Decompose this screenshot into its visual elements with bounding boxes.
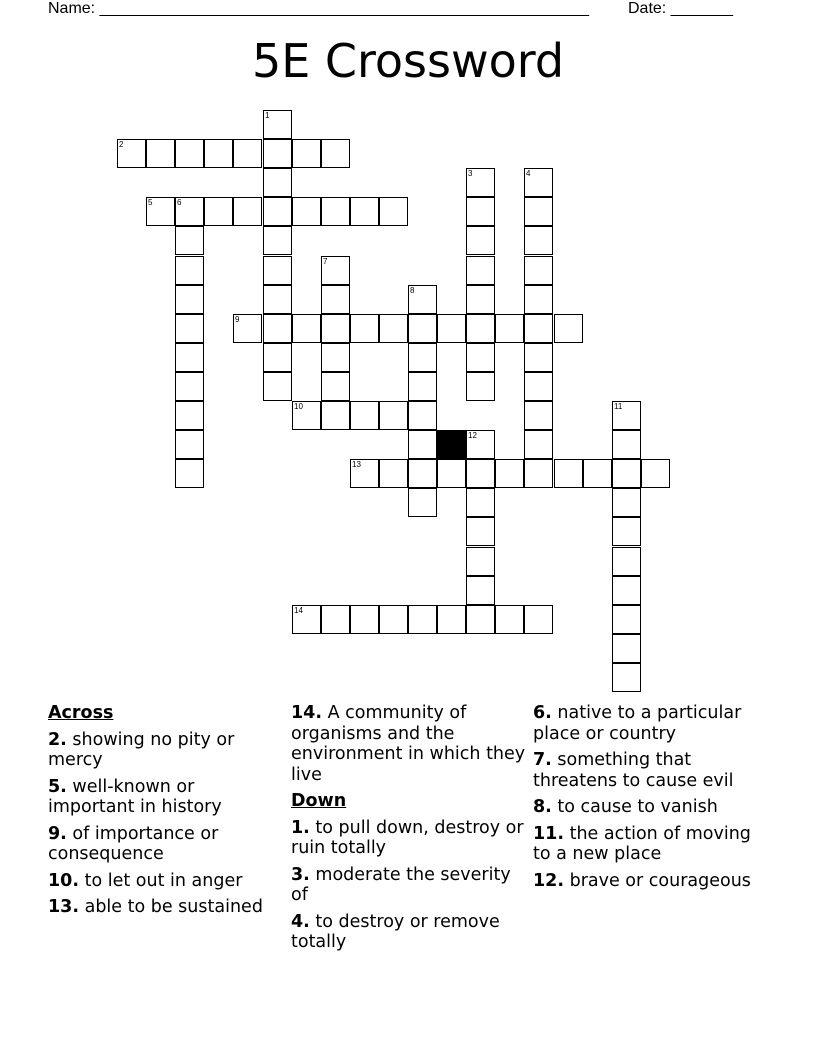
clue-text: the action of moving to a new place [533, 823, 751, 864]
name-field[interactable]: Name: _______________________________________________________ [48, 0, 589, 17]
grid-cell[interactable] [466, 285, 495, 314]
grid-cell[interactable] [554, 314, 583, 343]
grid-cell[interactable] [466, 197, 495, 226]
down-heading: Down [291, 791, 347, 811]
grid-cell[interactable] [175, 314, 204, 343]
clue-text: A community of organisms and the environment in which they live [291, 703, 526, 785]
clue-number: 3. [291, 864, 310, 885]
grid-cell[interactable] [379, 314, 408, 343]
grid-cell[interactable] [292, 139, 321, 168]
grid-cell[interactable] [466, 372, 495, 401]
grid-cell[interactable] [321, 401, 350, 430]
grid-cell[interactable] [612, 430, 641, 459]
clue-across-14 [291, 703, 526, 785]
grid-cell[interactable] [466, 576, 495, 605]
clue-text: well-known or important in history [48, 776, 222, 817]
cell-number: 7 [323, 257, 328, 266]
clue-column-3 [533, 703, 773, 897]
clue-column-1 [48, 703, 278, 924]
clue-number: 13. [48, 897, 80, 917]
grid-cell[interactable] [583, 459, 612, 488]
grid-cell[interactable] [292, 197, 321, 226]
clue-down-7 [533, 750, 773, 791]
clue-across-5 [48, 777, 278, 818]
clue-across-9 [48, 824, 278, 865]
clue-text: to let out in anger [84, 870, 243, 891]
grid-cell[interactable] [408, 430, 437, 459]
clue-number: 14. [291, 703, 323, 723]
cell-number: 10 [294, 402, 303, 411]
grid-cell[interactable] [292, 314, 321, 343]
grid-cell[interactable] [175, 343, 204, 372]
clue-down-3 [291, 865, 526, 906]
cell-number: 4 [526, 169, 531, 178]
grid-cell[interactable] [612, 634, 641, 663]
grid-cell[interactable] [437, 605, 466, 634]
clue-number: 5. [48, 776, 67, 797]
grid-cell[interactable] [612, 488, 641, 517]
grid-cell[interactable] [175, 401, 204, 430]
grid-cell[interactable] [146, 139, 175, 168]
clue-text: showing no pity or mercy [48, 729, 235, 770]
clue-down-6 [533, 703, 773, 744]
grid-cell[interactable] [524, 459, 553, 488]
grid-cell[interactable] [321, 197, 350, 226]
clue-number: 1. [291, 817, 310, 838]
clue-down-1 [291, 818, 526, 859]
clue-across-10 [48, 871, 278, 892]
cell-number: 8 [410, 286, 415, 295]
clue-text: of importance or consequence [48, 823, 219, 864]
grid-cell[interactable] [408, 605, 437, 634]
grid-cell[interactable] [263, 197, 292, 226]
grid-cell[interactable] [495, 459, 524, 488]
grid-cell[interactable] [466, 605, 495, 634]
grid-cell[interactable] [350, 197, 379, 226]
grid-cell[interactable] [495, 605, 524, 634]
clue-down-4 [291, 912, 526, 953]
grid-cell[interactable] [408, 401, 437, 430]
grid-cell[interactable] [379, 401, 408, 430]
date-field[interactable]: Date: _______ [628, 0, 733, 17]
grid-cell[interactable] [263, 226, 292, 255]
grid-cell[interactable] [321, 139, 350, 168]
grid-cell[interactable] [408, 372, 437, 401]
cell-number: 1 [265, 111, 270, 120]
clue-text: to pull down, destroy or ruin totally [291, 817, 524, 858]
grid-cell[interactable] [408, 314, 437, 343]
clue-text: native to a particular place or country [533, 703, 742, 744]
clue-column-2 [291, 703, 526, 959]
page-title: 5E Crossword [251, 34, 565, 88]
grid-cell[interactable] [466, 517, 495, 546]
clue-across-13 [48, 897, 278, 918]
clue-number: 12. [533, 870, 565, 891]
grid-cell[interactable] [524, 197, 553, 226]
cell-number: 12 [468, 431, 477, 440]
grid-cell[interactable] [263, 343, 292, 372]
clue-text: something that threatens to cause evil [533, 750, 734, 791]
grid-cell[interactable] [175, 256, 204, 285]
grid-cell[interactable] [175, 285, 204, 314]
grid-cell[interactable] [408, 343, 437, 372]
grid-cell[interactable] [641, 459, 670, 488]
cell-number: 14 [294, 606, 303, 615]
black-square [437, 430, 466, 459]
grid-cell[interactable] [350, 401, 379, 430]
clue-across-2 [48, 730, 278, 771]
clue-number: 4. [291, 911, 310, 932]
clue-text: to destroy or remove totally [291, 911, 500, 952]
grid-cell[interactable] [263, 372, 292, 401]
grid-cell[interactable] [495, 314, 524, 343]
grid-cell[interactable] [175, 226, 204, 255]
grid-cell[interactable] [175, 430, 204, 459]
grid-cell[interactable] [233, 197, 262, 226]
grid-cell[interactable] [350, 605, 379, 634]
cell-number: 3 [468, 169, 473, 178]
grid-cell[interactable] [263, 314, 292, 343]
grid-cell[interactable] [321, 372, 350, 401]
grid-cell[interactable] [466, 547, 495, 576]
cell-number: 9 [235, 315, 240, 324]
grid-cell[interactable] [524, 401, 553, 430]
grid-cell[interactable] [466, 459, 495, 488]
grid-cell[interactable] [524, 314, 553, 343]
cell-number: 5 [148, 198, 153, 207]
grid-cell[interactable] [524, 430, 553, 459]
grid-cell[interactable] [321, 314, 350, 343]
grid-cell[interactable] [466, 488, 495, 517]
grid-cell[interactable] [263, 168, 292, 197]
grid-cell[interactable] [175, 372, 204, 401]
grid-cell[interactable] [175, 139, 204, 168]
grid-cell[interactable] [204, 139, 233, 168]
grid-cell[interactable] [263, 139, 292, 168]
clue-text: moderate the severity of [291, 864, 511, 905]
grid-cell[interactable] [437, 459, 466, 488]
grid-cell[interactable] [612, 663, 641, 692]
cell-number: 2 [119, 140, 124, 149]
clue-text: to cause to vanish [557, 797, 718, 817]
grid-cell[interactable] [524, 343, 553, 372]
grid-cell[interactable] [350, 314, 379, 343]
grid-cell[interactable] [524, 605, 553, 634]
grid-cell[interactable] [175, 459, 204, 488]
grid-cell[interactable] [233, 139, 262, 168]
grid-cell[interactable] [524, 226, 553, 255]
grid-cell[interactable] [612, 576, 641, 605]
grid-cell[interactable] [204, 197, 233, 226]
grid-cell[interactable] [466, 314, 495, 343]
grid-cell[interactable] [524, 256, 553, 285]
clue-number: 9. [48, 823, 67, 844]
clue-number: 2. [48, 729, 67, 750]
across-heading: Across [48, 703, 114, 723]
clue-number: 11. [533, 823, 565, 844]
grid-cell[interactable] [408, 488, 437, 517]
grid-cell[interactable] [408, 459, 437, 488]
grid-cell[interactable] [321, 343, 350, 372]
clue-number: 8. [533, 797, 552, 817]
grid-cell[interactable] [379, 459, 408, 488]
grid-cell[interactable] [263, 256, 292, 285]
clue-number: 7. [533, 750, 552, 770]
grid-cell[interactable] [612, 547, 641, 576]
grid-cell[interactable] [554, 459, 583, 488]
grid-cell[interactable] [612, 459, 641, 488]
grid-cell[interactable] [524, 372, 553, 401]
grid-cell[interactable] [321, 285, 350, 314]
cell-number: 6 [177, 198, 182, 207]
grid-cell[interactable] [466, 226, 495, 255]
grid-cell[interactable] [612, 517, 641, 546]
clue-text: able to be sustained [84, 897, 263, 917]
clue-text: brave or courageous [569, 870, 751, 891]
clue-number: 6. [533, 703, 552, 723]
grid-cell[interactable] [466, 256, 495, 285]
grid-cell[interactable] [263, 285, 292, 314]
grid-cell[interactable] [524, 285, 553, 314]
grid-cell[interactable] [612, 605, 641, 634]
grid-cell[interactable] [379, 197, 408, 226]
cell-number: 11 [614, 402, 623, 411]
grid-cell[interactable] [466, 343, 495, 372]
clue-down-12 [533, 871, 773, 892]
grid-cell[interactable] [379, 605, 408, 634]
grid-cell[interactable] [321, 605, 350, 634]
clue-down-8 [533, 797, 773, 818]
clue-down-11 [533, 824, 773, 865]
grid-cell[interactable] [437, 314, 466, 343]
clue-number: 10. [48, 870, 80, 891]
cell-number: 13 [352, 460, 361, 469]
